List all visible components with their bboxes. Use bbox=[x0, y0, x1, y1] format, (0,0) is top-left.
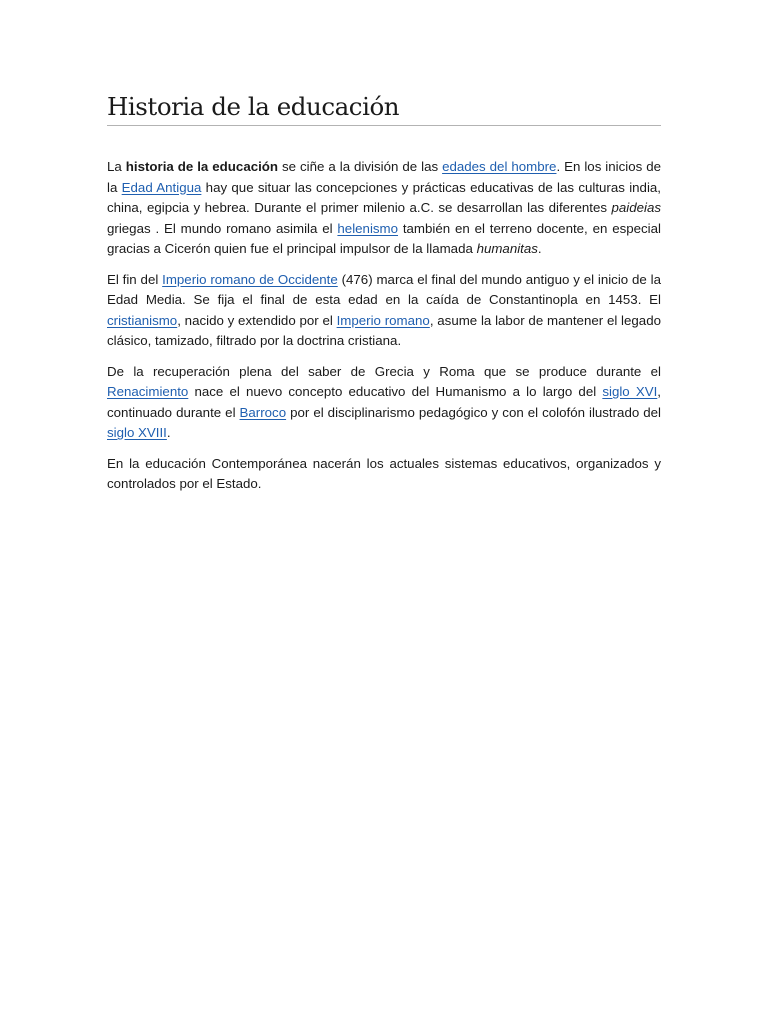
body-text: . bbox=[537, 241, 542, 256]
paragraph bbox=[107, 454, 661, 495]
body-text: por el disciplinarismo pedagógico y con el colofón ilustrado del bbox=[286, 404, 661, 420]
body-text: De la recuperación plena del saber de Grecia y Roma que se produce durante el bbox=[107, 363, 661, 379]
body-text: hay que situar las concepciones y prácticas educativas de las culturas india, china, egipcia y hebrea. Durante el primer milenio a.C. se desarrollan las diferentes bbox=[107, 179, 661, 215]
body-text: griegas . El mundo romano asimila el bbox=[107, 220, 338, 236]
body-text: , asume la labor de mantener el legado clásico, tamizado, filtrado por la doctrina cristiana. bbox=[107, 312, 661, 348]
document-body bbox=[107, 157, 661, 495]
body-text: La bbox=[107, 159, 126, 174]
body-text: . En los inicios de la bbox=[107, 159, 662, 195]
body-text: se ciñe a la división de las bbox=[278, 159, 443, 174]
article-link[interactable]: Renacimiento bbox=[107, 384, 189, 399]
body-text: , nacido y extendido por el bbox=[177, 312, 337, 328]
bold-text: historia de la educación bbox=[125, 159, 279, 174]
page-title: Historia de la educación bbox=[107, 90, 661, 126]
article-link[interactable]: Edad Antigua bbox=[121, 179, 202, 195]
document-page bbox=[107, 90, 661, 505]
body-text: (476) marca el final del mundo antiguo y el inicio de la Edad Media. Se fija el final de esta edad en la caída de Constantinopla en 1453. El bbox=[107, 271, 662, 307]
article-link[interactable]: edades del hombre bbox=[442, 159, 557, 174]
article-link[interactable]: Barroco bbox=[239, 404, 287, 420]
article-link[interactable]: Imperio romano de Occidente bbox=[162, 271, 338, 287]
body-text: también en el terreno docente, en especial gracias a Cicerón quien fue el principal impulsor de la llamada bbox=[107, 220, 661, 256]
paragraph bbox=[107, 157, 661, 260]
body-text: nace el nuevo concepto educativo del Humanismo a lo largo del bbox=[188, 384, 603, 399]
article-link[interactable]: Imperio romano bbox=[336, 312, 430, 328]
paragraph bbox=[107, 362, 661, 444]
body-text: El fin del bbox=[107, 271, 163, 287]
paragraph bbox=[107, 270, 661, 352]
body-text: En la educación Contemporánea nacerán los actuales sistemas educativos, organizados y controlados por el Estado. bbox=[107, 455, 661, 491]
italic-text: humanitas bbox=[476, 241, 538, 256]
body-text: . bbox=[166, 425, 171, 440]
body-text: , continuado durante el bbox=[107, 384, 661, 420]
article-link[interactable]: siglo XVIII bbox=[107, 425, 167, 440]
article-link[interactable]: siglo XVI bbox=[602, 384, 658, 399]
italic-text: paideias bbox=[611, 200, 661, 215]
article-link[interactable]: helenismo bbox=[337, 220, 399, 236]
article-link[interactable]: cristianismo bbox=[107, 312, 178, 328]
